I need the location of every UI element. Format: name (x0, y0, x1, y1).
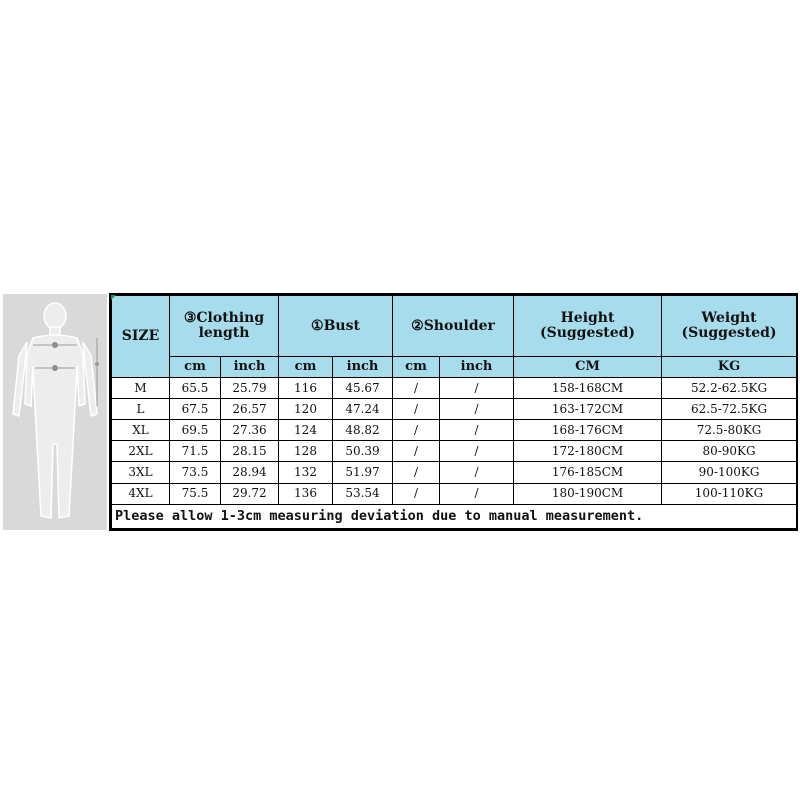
header-size: SIZE (112, 296, 170, 378)
cell-size: M (112, 378, 170, 399)
cell-height: 180-190CM (514, 483, 662, 504)
cell-bust-cm: 136 (279, 483, 333, 504)
cell-weight: 90-100KG (662, 462, 797, 483)
cell-size: L (112, 399, 170, 420)
cell-shoulder-cm: / (393, 441, 440, 462)
header-shoulder: ②Shoulder (393, 296, 514, 357)
cell-bust-inch: 48.82 (333, 420, 393, 441)
table-row (112, 441, 797, 462)
header-bust: ①Bust (279, 296, 393, 357)
cell-weight: 72.5-80KG (662, 420, 797, 441)
cell-height: 168-176CM (514, 420, 662, 441)
cell-length-inch: 28.15 (221, 441, 279, 462)
cell-length-cm: 75.5 (170, 483, 221, 504)
unit-shoulder-inch: inch (440, 357, 514, 378)
cell-length-cm: 67.5 (170, 399, 221, 420)
cell-bust-cm: 120 (279, 399, 333, 420)
cell-bust-inch: 47.24 (333, 399, 393, 420)
cell-length-inch: 26.57 (221, 399, 279, 420)
unit-length-cm: cm (170, 357, 221, 378)
cell-shoulder-inch: / (440, 420, 514, 441)
cell-height: 176-185CM (514, 462, 662, 483)
cell-length-cm: 65.5 (170, 378, 221, 399)
unit-length-inch: inch (221, 357, 279, 378)
cell-bust-cm: 128 (279, 441, 333, 462)
cell-weight: 62.5-72.5KG (662, 399, 797, 420)
cell-shoulder-cm: / (393, 420, 440, 441)
cell-size: 3XL (112, 462, 170, 483)
cell-height: 158-168CM (514, 378, 662, 399)
cell-bust-inch: 53.54 (333, 483, 393, 504)
size-chart (109, 293, 798, 531)
cell-height: 163-172CM (514, 399, 662, 420)
cell-length-inch: 25.79 (221, 378, 279, 399)
cell-shoulder-cm: / (393, 483, 440, 504)
cell-size: XL (112, 420, 170, 441)
cell-length-cm: 71.5 (170, 441, 221, 462)
unit-height: CM (514, 357, 662, 378)
unit-weight: KG (662, 357, 797, 378)
cell-shoulder-inch: / (440, 399, 514, 420)
cell-bust-inch: 51.97 (333, 462, 393, 483)
human-body-silhouette-icon (3, 294, 107, 530)
cell-shoulder-inch: / (440, 462, 514, 483)
cell-length-inch: 27.36 (221, 420, 279, 441)
table-row (112, 399, 797, 420)
size-table (111, 295, 797, 529)
header-weight: Weight (Suggested) (662, 296, 797, 357)
cell-length-cm: 69.5 (170, 420, 221, 441)
corner-mark (111, 295, 116, 300)
cell-bust-cm: 116 (279, 378, 333, 399)
cell-length-inch: 29.72 (221, 483, 279, 504)
cell-shoulder-inch: / (440, 378, 514, 399)
cell-bust-cm: 124 (279, 420, 333, 441)
cell-height: 172-180CM (514, 441, 662, 462)
cell-shoulder-cm: / (393, 462, 440, 483)
table-row (112, 483, 797, 504)
header-height: Height (Suggested) (514, 296, 662, 357)
cell-length-cm: 73.5 (170, 462, 221, 483)
cell-shoulder-inch: / (440, 483, 514, 504)
cell-bust-inch: 45.67 (333, 378, 393, 399)
unit-shoulder-cm: cm (393, 357, 440, 378)
header-clothing-length: ③Clothing length (170, 296, 279, 357)
cell-length-inch: 28.94 (221, 462, 279, 483)
cell-weight: 80-90KG (662, 441, 797, 462)
table-row (112, 420, 797, 441)
unit-bust-inch: inch (333, 357, 393, 378)
table-row (112, 462, 797, 483)
cell-shoulder-cm: / (393, 399, 440, 420)
cell-bust-cm: 132 (279, 462, 333, 483)
cell-bust-inch: 50.39 (333, 441, 393, 462)
unit-bust-cm: cm (279, 357, 333, 378)
body-figure-panel (3, 294, 107, 530)
cell-size: 4XL (112, 483, 170, 504)
cell-shoulder-cm: / (393, 378, 440, 399)
cell-weight: 52.2-62.5KG (662, 378, 797, 399)
measurement-note: Please allow 1-3cm measuring deviation due to manual measurement. (112, 504, 797, 528)
cell-weight: 100-110KG (662, 483, 797, 504)
table-row (112, 378, 797, 399)
cell-size: 2XL (112, 441, 170, 462)
cell-shoulder-inch: / (440, 441, 514, 462)
